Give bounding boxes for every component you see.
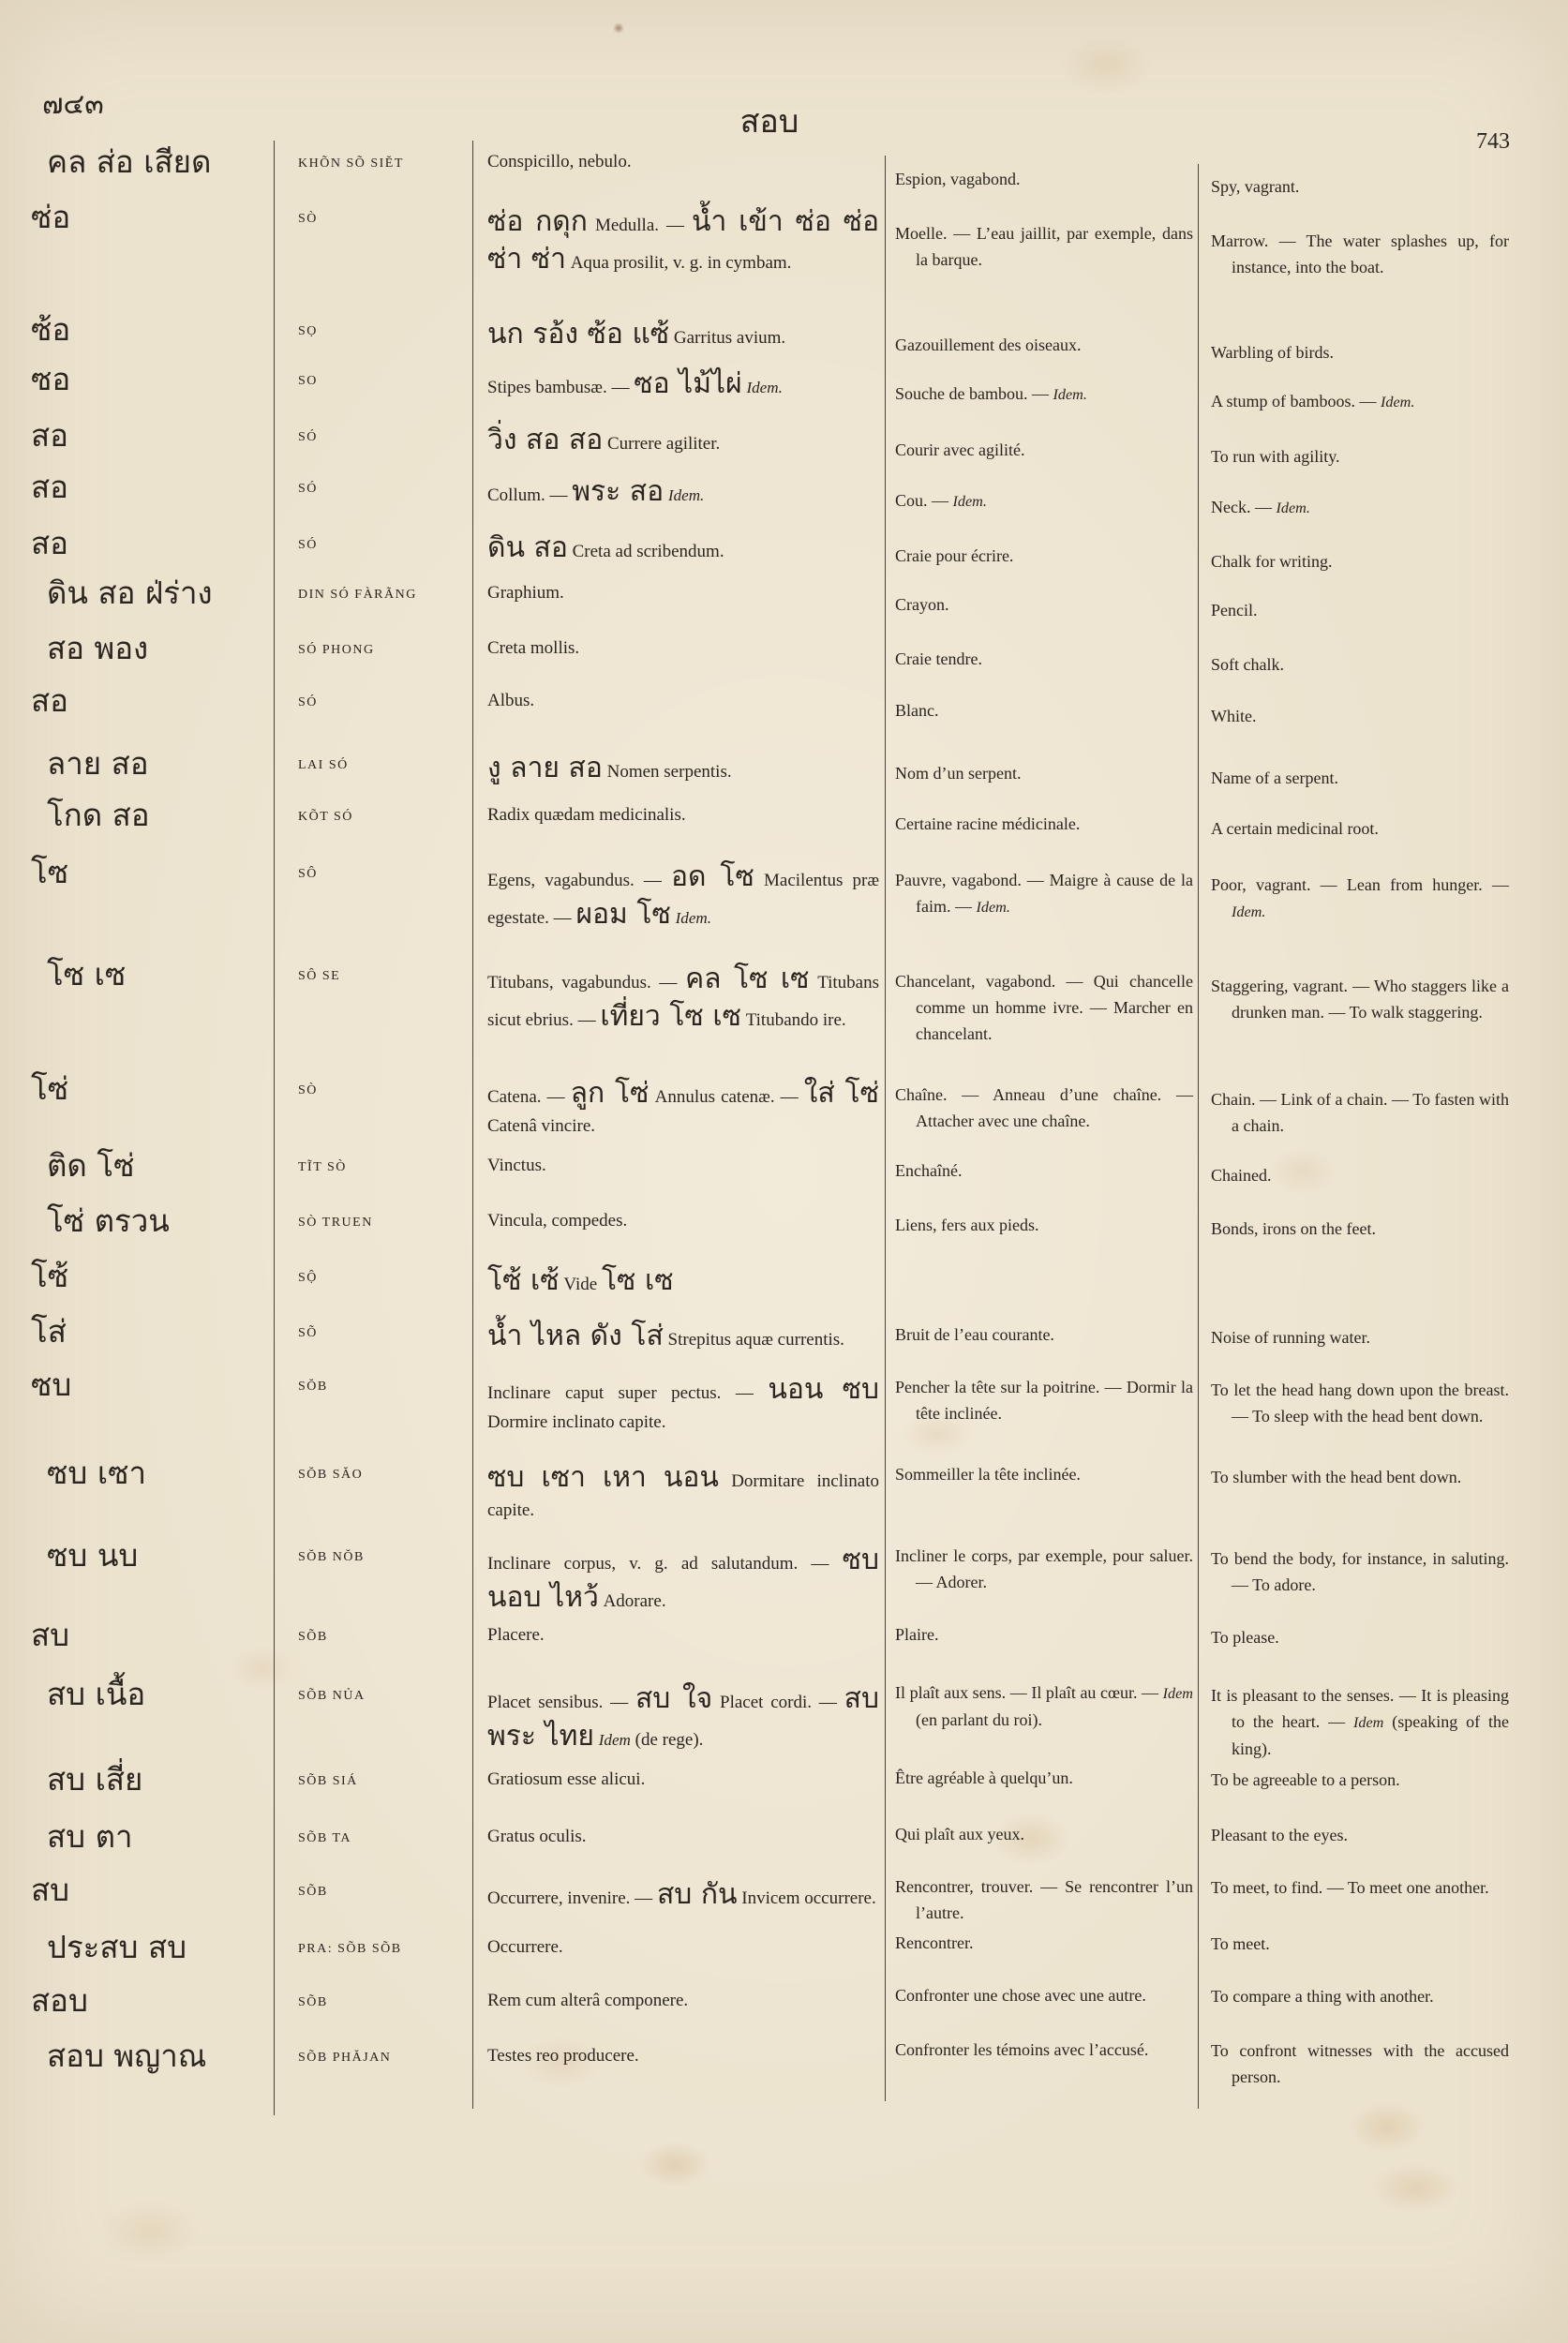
transliteration: SO <box>298 374 318 388</box>
transliteration: SÔ SE <box>298 969 341 983</box>
french-definition <box>895 1543 1193 1595</box>
page-number: 743 <box>1476 129 1510 154</box>
english-text: To run with agility. <box>1211 447 1340 466</box>
latin-definition <box>487 750 879 787</box>
french-text: Cou. — <box>895 491 949 510</box>
french-text: Liens, fers aux pieds. <box>895 1216 1039 1234</box>
english-definition <box>1211 1682 1509 1762</box>
thai-headword: สบ <box>31 1617 70 1653</box>
page-number-thai: ๗๔๓ <box>42 88 104 121</box>
column-rule <box>885 156 886 2101</box>
transliteration: SÓ <box>298 430 318 444</box>
french-text: Rencontrer, trouver. — Se rencontrer l’un l’autre. <box>895 1877 1193 1922</box>
thai-phrase: วิ่ง สอ สอ <box>487 424 604 456</box>
transliteration: SÒ <box>298 1083 318 1097</box>
english-text: To bend the body, for instance, in saluting. — To adore. <box>1211 1549 1509 1594</box>
transliteration: KHÕN SÕ SIĔT <box>298 157 404 171</box>
english-text: Chained. <box>1211 1166 1272 1185</box>
english-definition <box>1211 1377 1509 1429</box>
latin-definition <box>487 1876 879 1914</box>
latin-text: Testes reo producere. <box>487 2046 639 2066</box>
latin-text: Idem. <box>675 909 712 927</box>
thai-headword: สอ <box>31 682 68 719</box>
transliteration: SÕB NỦA <box>298 1689 366 1703</box>
thai-phrase: น้ำ เข้า ซ่อ ซ่อ ซ่า ซ่า <box>487 205 880 276</box>
latin-text: Currere agiliter. <box>606 434 721 454</box>
latin-definition <box>487 858 879 933</box>
latin-text: Titubando ire. <box>745 1010 846 1030</box>
latin-definition <box>487 366 879 403</box>
thai-headword: ประสบ สบ <box>47 1929 187 1965</box>
thai-headword: สอ พอง <box>47 630 149 666</box>
latin-text: Gratiosum esse alicui. <box>487 1769 646 1789</box>
latin-text: Annulus catenæ. — <box>654 1087 799 1107</box>
latin-definition <box>487 1621 879 1649</box>
english-definition <box>1211 1216 1509 1242</box>
latin-text: Placere. <box>487 1625 545 1645</box>
thai-phrase: น้ำ ไหล ดัง โส่ <box>487 1320 664 1352</box>
transliteration: SŎB NŎB <box>298 1550 365 1564</box>
latin-definition <box>487 1318 879 1355</box>
english-text: Name of a serpent. <box>1211 769 1338 787</box>
french-text: Idem. <box>1053 386 1087 403</box>
thai-headword: ดิน สอ ฝ่ร่าง <box>47 575 213 611</box>
english-definition <box>1211 1464 1509 1490</box>
french-text: Enchaîné. <box>895 1161 963 1180</box>
latin-definition <box>487 961 879 1036</box>
thai-phrase: ใส่ โซ่ <box>803 1077 880 1110</box>
transliteration: SÓ <box>298 695 318 709</box>
transliteration: TĨT SÒ <box>298 1160 347 1174</box>
thai-phrase: สบ กัน <box>656 1878 738 1911</box>
french-text: Courir avec agilité. <box>895 440 1025 459</box>
english-definition <box>1211 388 1509 415</box>
latin-definition <box>487 1262 879 1300</box>
english-definition <box>1211 597 1509 623</box>
french-definition <box>895 1374 1193 1426</box>
latin-text: Creta mollis. <box>487 638 580 658</box>
french-text: Craie pour écrire. <box>895 546 1014 565</box>
thai-phrase: ซบ เซา เหา นอน <box>487 1461 719 1494</box>
latin-text: Idem. <box>746 379 783 396</box>
english-text: To compare a thing with another. <box>1211 1987 1434 2006</box>
english-text: White. <box>1211 707 1257 725</box>
french-definition <box>895 968 1193 1047</box>
thai-headword: ซบ เซา <box>47 1455 147 1491</box>
thai-headword: โซ่ ตรวน <box>47 1202 170 1239</box>
english-definition <box>1211 1931 1509 1957</box>
latin-text: Collum. — <box>487 485 568 505</box>
english-text: Idem. <box>1232 903 1266 920</box>
french-text: Être agréable à quelqu’un. <box>895 1768 1073 1787</box>
thai-headword: คล ส่อ เสียด <box>47 143 212 180</box>
english-definition <box>1211 548 1509 575</box>
english-text: To please. <box>1211 1628 1279 1647</box>
latin-definition <box>487 687 879 714</box>
latin-text: Placet sensibus. — <box>487 1693 629 1712</box>
latin-text: Adorare. <box>603 1591 666 1611</box>
transliteration: LAI SÓ <box>298 758 349 772</box>
french-definition <box>895 543 1193 569</box>
french-text: Pencher la tête sur la poitrine. — Dormir la tête inclinée. <box>895 1378 1193 1423</box>
french-definition <box>895 1621 1193 1648</box>
thai-headword: ซ้อ <box>31 311 71 348</box>
english-definition <box>1211 339 1509 366</box>
thai-phrase: ผอม โซ <box>575 898 671 931</box>
latin-text: Rem cum alterâ componere. <box>487 1991 689 2010</box>
french-definition <box>895 166 1193 192</box>
transliteration: SỌ <box>298 324 318 338</box>
french-definition <box>895 437 1193 463</box>
english-definition <box>1211 228 1509 280</box>
thai-phrase: เที่ยว โซ เซ <box>600 1000 741 1033</box>
transliteration: SỘ <box>298 1271 318 1285</box>
transliteration: PRA: SÕB SÕB <box>298 1942 402 1956</box>
latin-definition <box>487 1542 879 1617</box>
french-text: Confronter les témoins avec l’accusé. <box>895 2040 1149 2059</box>
french-text: Blanc. <box>895 701 939 720</box>
thai-headword: สอ <box>31 417 68 454</box>
french-text: Idem. <box>976 899 1010 916</box>
thai-phrase: อด โซ <box>671 860 754 893</box>
latin-text: Radix quædam medicinalis. <box>487 805 686 825</box>
transliteration: SÒ <box>298 212 318 226</box>
latin-text: Aqua prosilit, v. g. in cymbam. <box>570 253 792 273</box>
latin-definition <box>487 1207 879 1234</box>
english-definition <box>1211 651 1509 678</box>
transliteration: SŎB <box>298 1380 328 1394</box>
latin-definition <box>487 1933 879 1961</box>
french-definition <box>895 697 1193 724</box>
latin-definition <box>487 316 879 353</box>
english-text: Marrow. — The water splashes up, for instance, into the boat. <box>1211 231 1509 276</box>
english-text: Neck. — <box>1211 498 1272 516</box>
english-text: Pleasant to the eyes. <box>1211 1826 1348 1844</box>
french-definition <box>895 1982 1193 2008</box>
french-text: Sommeiller la tête inclinée. <box>895 1465 1081 1484</box>
english-text: (speaking of the king). <box>1232 1712 1510 1758</box>
transliteration: SÕB PHĂJAN <box>298 2051 392 2065</box>
english-text: Noise of running water. <box>1211 1328 1370 1347</box>
latin-text: (de rege). <box>635 1730 704 1750</box>
latin-definition <box>487 1987 879 2014</box>
latin-definition <box>487 1459 879 1524</box>
thai-headword: สอบ <box>31 1982 88 2019</box>
french-definition <box>895 487 1193 515</box>
english-text: Warbling of birds. <box>1211 343 1335 362</box>
english-text: Bonds, irons on the feet. <box>1211 1219 1376 1238</box>
english-text: To confront witnesses with the accused person. <box>1211 2041 1509 2086</box>
english-definition <box>1211 1983 1509 2009</box>
english-definition <box>1211 765 1509 791</box>
transliteration: KÕT SÓ <box>298 810 353 824</box>
french-definition <box>895 332 1193 358</box>
english-definition <box>1211 1874 1509 1901</box>
english-text: Idem. <box>1276 500 1310 516</box>
french-text: Confronter une chose avec une autre. <box>895 1986 1146 2005</box>
latin-definition <box>487 1371 879 1436</box>
french-definition <box>895 1461 1193 1487</box>
transliteration: SÕ <box>298 1326 318 1340</box>
french-text: Qui plaît aux yeux. <box>895 1825 1024 1843</box>
french-text: Idem <box>1162 1685 1193 1702</box>
latin-text: Titubans sicut ebrius. — <box>487 973 880 1030</box>
french-text: Nom d’un serpent. <box>895 764 1022 783</box>
french-text: Souche de bambou. — <box>895 384 1049 403</box>
latin-text: Conspicillo, nebulo. <box>487 152 632 172</box>
latin-text: Macilentus præ egestate. — <box>487 871 880 928</box>
thai-headword: โส่ <box>31 1313 67 1350</box>
thai-headword: โซ้ <box>31 1258 69 1294</box>
thai-phrase: ดิน สอ <box>487 531 568 564</box>
thai-headword: สอ <box>31 525 68 561</box>
latin-definition <box>487 1075 879 1140</box>
latin-definition <box>487 473 879 511</box>
transliteration: SŎB SĂO <box>298 1468 364 1482</box>
thai-phrase: นอน ซบ <box>768 1373 879 1406</box>
english-definition <box>1211 1162 1509 1188</box>
english-definition <box>1211 1822 1509 1848</box>
latin-definition <box>487 801 879 828</box>
latin-text: Inclinare corpus, v. g. ad salutandum. — <box>487 1554 829 1574</box>
english-text: Poor, vagrant. — Lean from hunger. — <box>1211 875 1509 894</box>
column-rule <box>472 141 473 2109</box>
latin-text: Dormire inclinato capite. <box>487 1412 666 1432</box>
thai-phrase: ซ่อ กดุก <box>487 205 588 238</box>
transliteration: SÒ TRUEN <box>298 1216 373 1230</box>
latin-definition <box>487 203 879 278</box>
latin-text: Catena. — <box>487 1087 565 1107</box>
english-definition <box>1211 1767 1509 1793</box>
latin-text: Albus. <box>487 691 535 710</box>
latin-definition <box>487 422 879 459</box>
french-text: Chaîne. — Anneau d’une chaîne. — Attacher avec une chaîne. <box>895 1085 1193 1130</box>
latin-text: Idem <box>598 1731 631 1749</box>
transliteration: SÓ <box>298 482 318 496</box>
latin-definition <box>487 579 879 606</box>
thai-headword: สบ ตา <box>47 1818 133 1855</box>
french-definition <box>895 1212 1193 1238</box>
thai-phrase: โซ เซ <box>601 1264 674 1297</box>
latin-definition <box>487 530 879 567</box>
thai-headword: ซบ <box>31 1366 72 1403</box>
running-head: สอบ <box>739 103 799 141</box>
thai-phrase: ลูก โซ่ <box>570 1077 650 1110</box>
thai-headword: ซ่อ <box>31 199 71 235</box>
latin-text: Vinctus. <box>487 1156 546 1175</box>
thai-phrase: งู ลาย สอ <box>487 752 603 784</box>
transliteration: DIN SÓ FÀRÃNG <box>298 588 417 602</box>
english-text: It is pleasant to the senses. — It is pleasing to the heart. — <box>1211 1686 1509 1731</box>
french-text: Moelle. — L’eau jaillit, par exemple, dans la barque. <box>895 224 1193 269</box>
english-text: Pencil. <box>1211 601 1258 619</box>
french-definition <box>895 811 1193 837</box>
english-definition <box>1211 703 1509 729</box>
french-definition <box>895 1821 1193 1847</box>
french-text: Idem. <box>952 493 987 510</box>
french-definition <box>895 867 1193 920</box>
english-text: To be agreeable to a person. <box>1211 1770 1400 1789</box>
french-text: Incliner le corps, par exemple, pour saluer. — Adorer. <box>895 1546 1193 1591</box>
latin-text: Titubans, vagabundus. — <box>487 973 678 992</box>
transliteration: SÕB TA <box>298 1831 352 1845</box>
english-text: Chain. — Link of a chain. — To fasten with a chain. <box>1211 1090 1509 1135</box>
latin-text: Medulla. — <box>594 216 685 235</box>
english-definition <box>1211 872 1509 925</box>
english-text: To let the head hang down upon the breast. — To sleep with the head bent down. <box>1211 1380 1509 1425</box>
latin-text: Strepitus aquæ currentis. <box>667 1330 844 1350</box>
thai-headword: สบ เนื้อ <box>47 1676 146 1712</box>
thai-headword: โซ เซ <box>47 956 127 992</box>
latin-definition <box>487 1680 879 1755</box>
transliteration: SÔ <box>298 867 318 881</box>
french-text: Bruit de l’eau courante. <box>895 1325 1054 1344</box>
thai-phrase: ซบ นอบ ไหว้ <box>487 1544 880 1614</box>
thai-headword: สอ <box>31 469 68 505</box>
english-text: To meet, to find. — To meet one another. <box>1211 1878 1489 1897</box>
column-rule <box>1198 164 1199 2109</box>
english-definition <box>1211 1624 1509 1650</box>
english-definition <box>1211 1324 1509 1351</box>
french-text: Plaire. <box>895 1625 939 1644</box>
french-definition <box>895 2037 1193 2063</box>
thai-headword: สอบ พญาณ <box>47 2037 207 2074</box>
thai-headword: โซ่ <box>31 1070 69 1107</box>
french-text: Pauvre, vagabond. — Maigre à cause de la faim. — <box>895 871 1193 916</box>
latin-text: Stipes bambusæ. — <box>487 378 630 397</box>
latin-text: Graphium. <box>487 583 564 603</box>
thai-headword: ซอ <box>31 361 71 397</box>
latin-text: Placet cordi. — <box>720 1693 837 1712</box>
latin-text: Garritus avium. <box>673 328 786 348</box>
latin-definition <box>487 1766 879 1793</box>
transliteration: SÓ <box>298 538 318 552</box>
latin-text: Vincula, compedes. <box>487 1211 628 1231</box>
french-text: Certaine racine médicinale. <box>895 814 1081 833</box>
french-definition <box>895 1765 1193 1791</box>
thai-phrase: คล โซ เซ <box>685 963 810 995</box>
thai-phrase: สบ พระ ไทย <box>487 1682 880 1753</box>
transliteration: SÓ PHONG <box>298 643 375 657</box>
english-text: Idem. <box>1381 394 1415 410</box>
french-definition <box>895 1082 1193 1134</box>
latin-text: Creta ad scribendum. <box>572 542 724 561</box>
latin-text: Occurrere. <box>487 1937 563 1957</box>
latin-text: Invicem occurrere. <box>741 1888 876 1908</box>
thai-headword: สบ เสี่ย <box>47 1761 143 1798</box>
latin-definition <box>487 1823 879 1850</box>
transliteration: SÕB <box>298 1630 328 1644</box>
english-definition <box>1211 1545 1509 1598</box>
latin-definition <box>487 148 879 175</box>
english-text: To meet. <box>1211 1934 1270 1953</box>
english-text: Soft chalk. <box>1211 655 1284 674</box>
thai-phrase: พระ สอ <box>572 475 665 508</box>
transliteration: SÕB <box>298 1885 328 1899</box>
latin-text: Occurrere, invenire. — <box>487 1888 653 1908</box>
thai-phrase: สบ ใจ <box>635 1682 713 1715</box>
latin-definition <box>487 1152 879 1179</box>
latin-text: Gratus oculis. <box>487 1827 587 1846</box>
french-definition <box>895 760 1193 786</box>
french-definition <box>895 1679 1193 1733</box>
latin-text: Egens, vagabundus. — <box>487 871 662 890</box>
french-definition <box>895 381 1193 408</box>
english-definition <box>1211 173 1509 200</box>
thai-phrase: นก รอ้ง ซ้อ แซ้ <box>487 318 670 351</box>
english-definition <box>1211 494 1509 521</box>
english-definition <box>1211 1086 1509 1139</box>
latin-text: Idem. <box>667 486 705 504</box>
thai-phrase: ซอ ไม้ไผ่ <box>634 367 742 400</box>
thai-headword: ติด โซ่ <box>47 1147 135 1184</box>
transliteration: SÕB SIÁ <box>298 1774 358 1788</box>
english-definition <box>1211 973 1509 1025</box>
english-definition <box>1211 443 1509 470</box>
column-rule <box>274 141 275 2115</box>
french-text: Crayon. <box>895 595 949 614</box>
latin-text: Dormitare inclinato capite. <box>487 1471 880 1520</box>
french-text: (en parlant du roi). <box>916 1710 1042 1729</box>
english-definition <box>1211 815 1509 842</box>
latin-text: Vide <box>563 1275 598 1294</box>
english-text: Idem <box>1353 1714 1384 1731</box>
french-text: Espion, vagabond. <box>895 170 1021 188</box>
english-text: A stump of bamboos. — <box>1211 392 1377 410</box>
french-text: Rencontrer. <box>895 1933 974 1952</box>
french-text: Il plaît aux sens. — Il plaît au cœur. — <box>895 1683 1159 1702</box>
latin-text: Catenâ vincire. <box>487 1116 596 1136</box>
latin-definition <box>487 2042 879 2069</box>
french-definition <box>895 646 1193 672</box>
english-text: Chalk for writing. <box>1211 552 1333 571</box>
thai-phrase: โซ้ เซ้ <box>487 1264 560 1297</box>
french-definition <box>895 220 1193 273</box>
french-definition <box>895 1873 1193 1926</box>
french-definition <box>895 591 1193 618</box>
latin-definition <box>487 634 879 662</box>
english-definition <box>1211 2037 1509 2090</box>
transliteration: SÕB <box>298 1995 328 2009</box>
thai-headword: โซ <box>31 854 69 890</box>
french-text: Gazouillement des oiseaux. <box>895 336 1082 354</box>
english-text: Spy, vagrant. <box>1211 177 1300 196</box>
latin-text: Nomen serpentis. <box>606 762 732 782</box>
french-definition <box>895 1321 1193 1348</box>
french-text: Craie tendre. <box>895 649 982 668</box>
french-definition <box>895 1930 1193 1956</box>
thai-headword: ซบ นบ <box>47 1537 139 1574</box>
thai-headword: สบ <box>31 1872 70 1908</box>
english-text: A certain medicinal root. <box>1211 819 1379 838</box>
french-definition <box>895 1157 1193 1184</box>
english-text: To slumber with the head bent down. <box>1211 1468 1462 1486</box>
thai-headword: ลาย สอ <box>47 745 149 782</box>
english-text: Staggering, vagrant. — Who staggers like a drunken man. — To walk staggering. <box>1211 977 1509 1022</box>
thai-headword: โกด สอ <box>47 797 150 833</box>
french-text: Chancelant, vagabond. — Qui chancelle comme un homme ivre. — Marcher en chancelant. <box>895 972 1193 1043</box>
latin-text: Inclinare caput super pectus. — <box>487 1383 754 1403</box>
